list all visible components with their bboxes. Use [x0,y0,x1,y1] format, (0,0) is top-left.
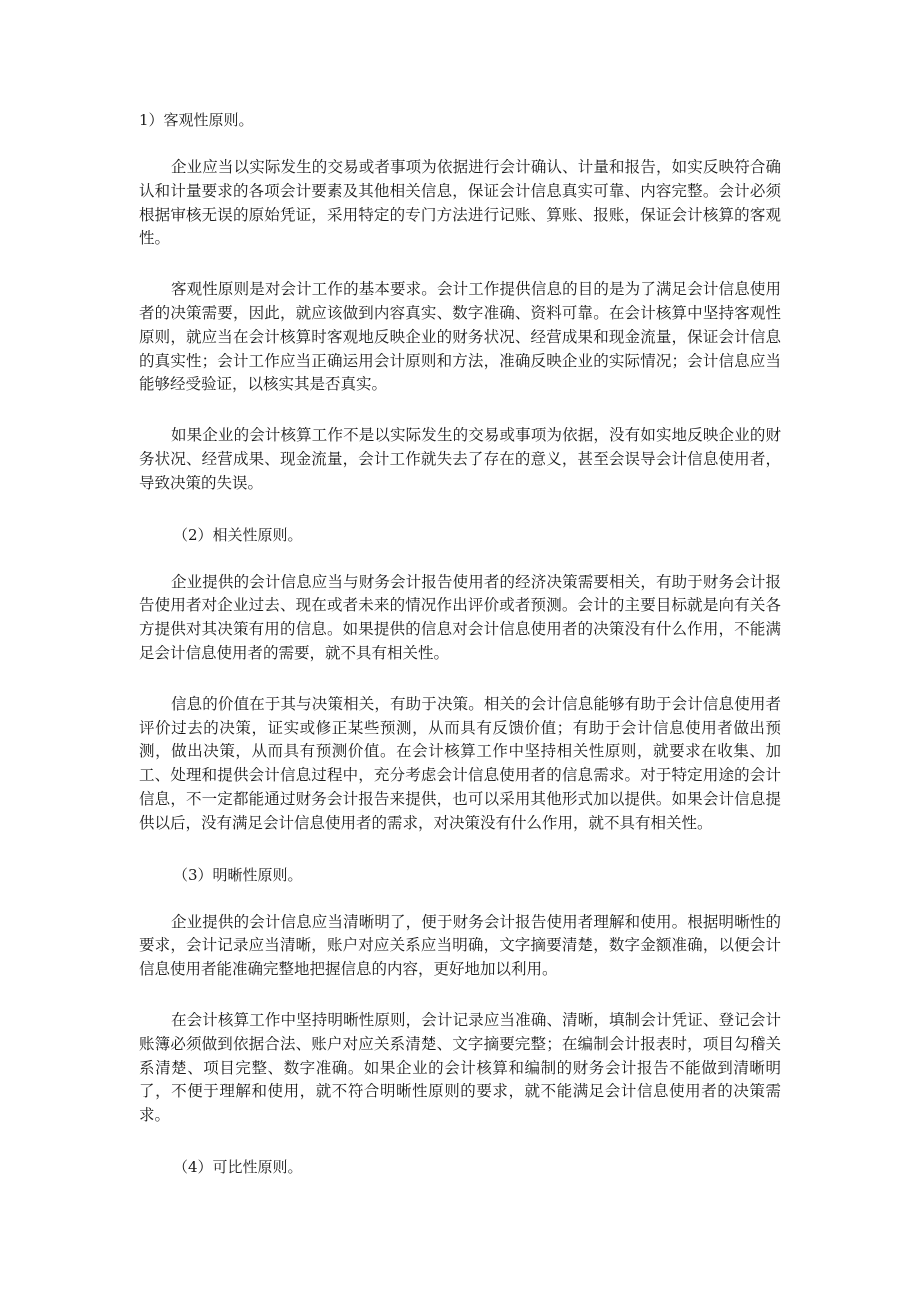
section-heading-objectivity: 1）客观性原则。 [139,111,254,129]
paragraph: 企业提供的会计信息应当与财务会计报告使用者的经济决策需要相关，有助于财务会计报告使用者对企业过去、现在或者未来的情况作出评价或者预测。会计的主要目标就是向有关各方提供对其决策有用的信息。如果提供的信息对会计信息使用者的决策没有什么作用，不能满足会计信息使用者的需要，就不具有相关性。 [139,572,781,662]
paragraph: 在会计核算工作中坚持明晰性原则，会计记录应当准确、清晰，填制会计凭证、登记会计账簿必须做到依据合法、账户对应关系清楚、文字摘要完整；在编制会计报表时，项目勾稽关系清楚、项目完整、数字准确。如果企业的会计核算和编制的财务会计报告不能做到清晰明了，不便于理解和使用，就不符合明晰性原则的要求，就不能满足会计信息使用者的决策需求。 [139,1010,781,1125]
document-page [139,108,781,1179]
section-heading-comparability: （4）可比性原则。 [173,1157,303,1176]
paragraph: 企业应当以实际发生的交易或者事项为依据进行会计确认、计量和报告，如实反映符合确认和计量要求的各项会计要素及其他相关信息，保证会计信息真实可靠、内容完整。会计必须根据审核无误的原始凭证，采用特定的专门方法进行记账、算账、报账，保证会计核算的客观性。 [139,158,781,248]
paragraph: 企业提供的会计信息应当清晰明了，便于财务会计报告使用者理解和使用。根据明晰性的要求，会计记录应当清晰，账户对应关系应当明确，文字摘要清楚，数字金额准确，以便会计信息使用者能准确完整地把握信息的内容，更好地加以利用。 [139,912,781,979]
paragraph: 客观性原则是对会计工作的基本要求。会计工作提供信息的目的是为了满足会计信息使用者的决策需要，因此，就应该做到内容真实、数字准确、资料可靠。在会计核算中坚持客观性原则，就应当在会计核算时客观地反映企业的财务状况、经营成果和现金流量，保证会计信息的真实性；会计工作应当正确运用会计原则和方法，准确反映企业的实际情况；会计信息应当能够经受验证，以核实其是否真实。 [139,280,781,394]
paragraph: 如果企业的会计核算工作不是以实际发生的交易或事项为依据，没有如实地反映企业的财务状况、经营成果、现金流量，会计工作就失去了存在的意义，甚至会误导会计信息使用者，导致决策的失误。 [139,426,781,492]
section-heading-clarity: （3）明晰性原则。 [173,865,303,884]
section-heading-relevance: （2）相关性原则。 [173,525,303,544]
paragraph: 信息的价值在于其与决策相关，有助于决策。相关的会计信息能够有助于会计信息使用者评价过去的决策，证实或修正某些预测，从而具有反馈价值；有助于会计信息使用者做出预测，做出决策，从而具有预测价值。在会计核算工作中坚持相关性原则，就要求在收集、加工、处理和提供会计信息过程中，充分考虑会计信息使用者的信息需求。对于特定用途的会计信息，不一定都能通过财务会计报告来提供，也可以采用其他形式加以提供。如果会计信息提供以后，没有满足会计信息使用者的需求，对决策没有什么作用，就不具有相关性。 [139,694,781,832]
